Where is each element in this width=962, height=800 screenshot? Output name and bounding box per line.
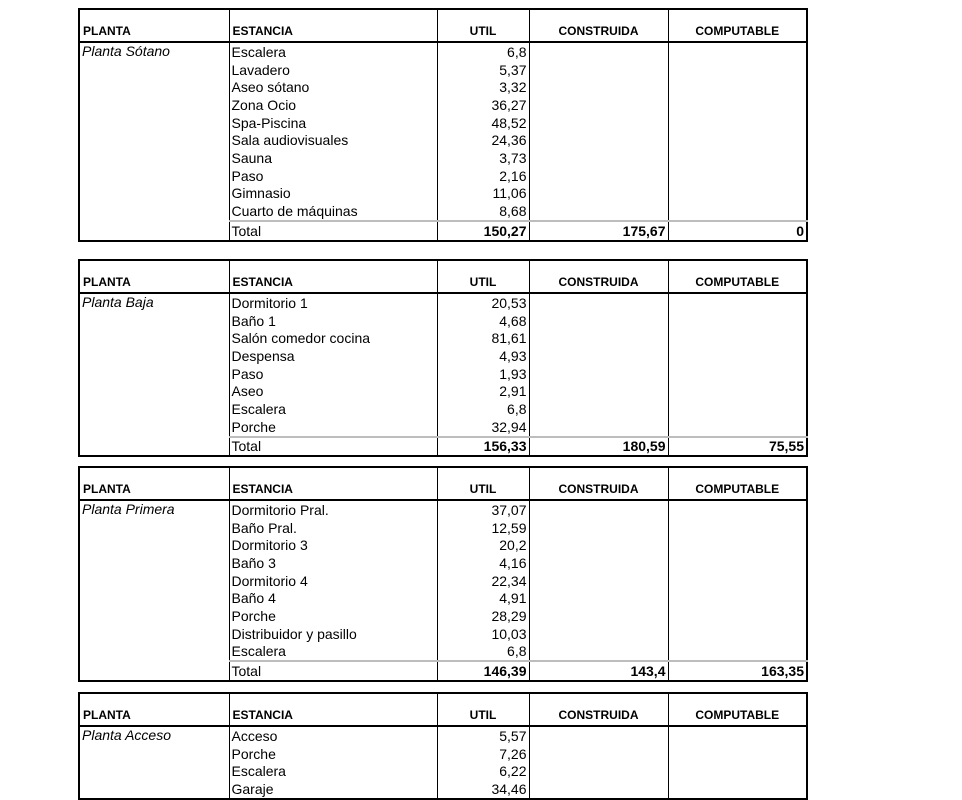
construida-cell	[529, 96, 668, 114]
room-name: Porche	[229, 418, 437, 437]
room-name: Dormitorio 4	[229, 572, 437, 590]
room-name: Escalera	[229, 42, 437, 61]
table-row	[79, 500, 807, 519]
room-name: Paso	[229, 167, 437, 185]
construida-cell	[529, 78, 668, 96]
computable-cell	[668, 519, 807, 537]
room-util-area: 6,22	[437, 762, 529, 780]
room-util-area: 20,2	[437, 536, 529, 554]
column-header-computable: COMPUTABLE	[668, 260, 807, 293]
construida-cell	[529, 149, 668, 167]
construida-cell	[529, 762, 668, 780]
construida-cell	[529, 131, 668, 149]
construida-cell	[529, 293, 668, 312]
construida-cell	[529, 312, 668, 330]
room-util-area: 81,61	[437, 329, 529, 347]
construida-cell	[529, 418, 668, 437]
total-label: Total	[229, 661, 437, 681]
room-util-area: 37,07	[437, 500, 529, 519]
room-name: Aseo sótano	[229, 78, 437, 96]
total-util: 150,27	[437, 221, 529, 241]
column-header-planta: PLANTA	[79, 260, 229, 293]
total-construida: 143,4	[529, 661, 668, 681]
room-util-area: 24,36	[437, 131, 529, 149]
column-header-util: UTIL	[437, 260, 529, 293]
room-util-area: 28,29	[437, 607, 529, 625]
construida-cell	[529, 185, 668, 203]
computable-cell	[668, 149, 807, 167]
total-construida: 180,59	[529, 437, 668, 457]
header-row	[79, 260, 807, 293]
total-computable: 75,55	[668, 437, 807, 457]
computable-cell	[668, 167, 807, 185]
room-util-area: 34,46	[437, 780, 529, 799]
room-util-area: 12,59	[437, 519, 529, 537]
room-util-area: 3,32	[437, 78, 529, 96]
computable-cell	[668, 365, 807, 383]
column-header-planta: PLANTA	[79, 9, 229, 42]
column-header-construida: CONSTRUIDA	[529, 9, 668, 42]
column-header-computable: COMPUTABLE	[668, 467, 807, 500]
computable-cell	[668, 382, 807, 400]
room-name: Distribuidor y pasillo	[229, 625, 437, 643]
computable-cell	[668, 745, 807, 763]
column-header-estancia: ESTANCIA	[229, 260, 437, 293]
floor-name: Planta Sótano	[79, 42, 229, 241]
computable-cell	[668, 202, 807, 221]
room-name: Porche	[229, 745, 437, 763]
computable-cell	[668, 625, 807, 643]
computable-cell	[668, 572, 807, 590]
room-name: Gimnasio	[229, 185, 437, 203]
room-name: Despensa	[229, 347, 437, 365]
computable-cell	[668, 312, 807, 330]
room-util-area: 7,26	[437, 745, 529, 763]
column-header-estancia: ESTANCIA	[229, 9, 437, 42]
construida-cell	[529, 780, 668, 799]
computable-cell	[668, 400, 807, 418]
room-util-area: 3,73	[437, 149, 529, 167]
construida-cell	[529, 625, 668, 643]
room-name: Escalera	[229, 762, 437, 780]
computable-cell	[668, 96, 807, 114]
room-name: Aseo	[229, 382, 437, 400]
room-util-area: 20,53	[437, 293, 529, 312]
construida-cell	[529, 114, 668, 132]
construida-cell	[529, 745, 668, 763]
room-util-area: 6,8	[437, 42, 529, 61]
computable-cell	[668, 607, 807, 625]
computable-cell	[668, 536, 807, 554]
total-label: Total	[229, 437, 437, 457]
column-header-util: UTIL	[437, 467, 529, 500]
room-name: Acceso	[229, 726, 437, 745]
room-name: Dormitorio Pral.	[229, 500, 437, 519]
column-header-util: UTIL	[437, 693, 529, 726]
construida-cell	[529, 589, 668, 607]
room-name: Salón comedor cocina	[229, 329, 437, 347]
room-util-area: 4,16	[437, 554, 529, 572]
room-util-area: 48,52	[437, 114, 529, 132]
column-header-estancia: ESTANCIA	[229, 693, 437, 726]
computable-cell	[668, 185, 807, 203]
construida-cell	[529, 607, 668, 625]
construida-cell	[529, 726, 668, 745]
construida-cell	[529, 61, 668, 79]
header-row	[79, 467, 807, 500]
column-header-planta: PLANTA	[79, 467, 229, 500]
room-name: Baño 4	[229, 589, 437, 607]
column-header-construida: CONSTRUIDA	[529, 260, 668, 293]
room-util-area: 8,68	[437, 202, 529, 221]
room-util-area: 22,34	[437, 572, 529, 590]
floor-table	[78, 8, 808, 242]
room-util-area: 6,8	[437, 400, 529, 418]
computable-cell	[668, 589, 807, 607]
computable-cell	[668, 114, 807, 132]
room-util-area: 36,27	[437, 96, 529, 114]
computable-cell	[668, 780, 807, 799]
computable-cell	[668, 131, 807, 149]
room-util-area: 2,91	[437, 382, 529, 400]
room-name: Dormitorio 1	[229, 293, 437, 312]
room-name: Garaje	[229, 780, 437, 799]
construida-cell	[529, 365, 668, 383]
computable-cell	[668, 78, 807, 96]
total-util: 146,39	[437, 661, 529, 681]
construida-cell	[529, 42, 668, 61]
room-name: Lavadero	[229, 61, 437, 79]
room-name: Spa-Piscina	[229, 114, 437, 132]
total-util: 156,33	[437, 437, 529, 457]
computable-cell	[668, 726, 807, 745]
room-util-area: 4,93	[437, 347, 529, 365]
construida-cell	[529, 329, 668, 347]
computable-cell	[668, 762, 807, 780]
total-computable: 0	[668, 221, 807, 241]
construida-cell	[529, 400, 668, 418]
computable-cell	[668, 293, 807, 312]
construida-cell	[529, 500, 668, 519]
table-row	[79, 726, 807, 745]
floor-table	[78, 259, 808, 457]
column-header-computable: COMPUTABLE	[668, 9, 807, 42]
construida-cell	[529, 202, 668, 221]
column-header-construida: CONSTRUIDA	[529, 467, 668, 500]
computable-cell	[668, 418, 807, 437]
floor-name: Planta Baja	[79, 293, 229, 456]
room-name: Cuarto de máquinas	[229, 202, 437, 221]
construida-cell	[529, 382, 668, 400]
room-name: Sala audiovisuales	[229, 131, 437, 149]
floor-name: Planta Acceso	[79, 726, 229, 799]
computable-cell	[668, 329, 807, 347]
floor-name: Planta Primera	[79, 500, 229, 681]
construida-cell	[529, 643, 668, 662]
room-name: Baño 3	[229, 554, 437, 572]
room-util-area: 6,8	[437, 643, 529, 662]
room-util-area: 10,03	[437, 625, 529, 643]
total-construida: 175,67	[529, 221, 668, 241]
header-row	[79, 693, 807, 726]
room-name: Escalera	[229, 400, 437, 418]
total-label: Total	[229, 221, 437, 241]
table-row	[79, 293, 807, 312]
room-name: Sauna	[229, 149, 437, 167]
header-row	[79, 9, 807, 42]
room-name: Dormitorio 3	[229, 536, 437, 554]
column-header-construida: CONSTRUIDA	[529, 693, 668, 726]
computable-cell	[668, 61, 807, 79]
room-name: Paso	[229, 365, 437, 383]
room-name: Escalera	[229, 643, 437, 662]
computable-cell	[668, 643, 807, 662]
floor-table	[78, 466, 808, 682]
computable-cell	[668, 554, 807, 572]
room-util-area: 5,37	[437, 61, 529, 79]
room-name: Porche	[229, 607, 437, 625]
construida-cell	[529, 572, 668, 590]
total-computable: 163,35	[668, 661, 807, 681]
room-util-area: 5,57	[437, 726, 529, 745]
room-name: Baño 1	[229, 312, 437, 330]
construida-cell	[529, 519, 668, 537]
room-util-area: 4,91	[437, 589, 529, 607]
computable-cell	[668, 347, 807, 365]
column-header-planta: PLANTA	[79, 693, 229, 726]
column-header-util: UTIL	[437, 9, 529, 42]
construida-cell	[529, 536, 668, 554]
room-util-area: 4,68	[437, 312, 529, 330]
room-util-area: 1,93	[437, 365, 529, 383]
column-header-computable: COMPUTABLE	[668, 693, 807, 726]
room-util-area: 32,94	[437, 418, 529, 437]
construida-cell	[529, 554, 668, 572]
table-row	[79, 42, 807, 61]
room-util-area: 11,06	[437, 185, 529, 203]
floor-table	[78, 692, 808, 800]
column-header-estancia: ESTANCIA	[229, 467, 437, 500]
construida-cell	[529, 167, 668, 185]
computable-cell	[668, 42, 807, 61]
room-name: Zona Ocio	[229, 96, 437, 114]
room-name: Baño Pral.	[229, 519, 437, 537]
construida-cell	[529, 347, 668, 365]
computable-cell	[668, 500, 807, 519]
room-util-area: 2,16	[437, 167, 529, 185]
